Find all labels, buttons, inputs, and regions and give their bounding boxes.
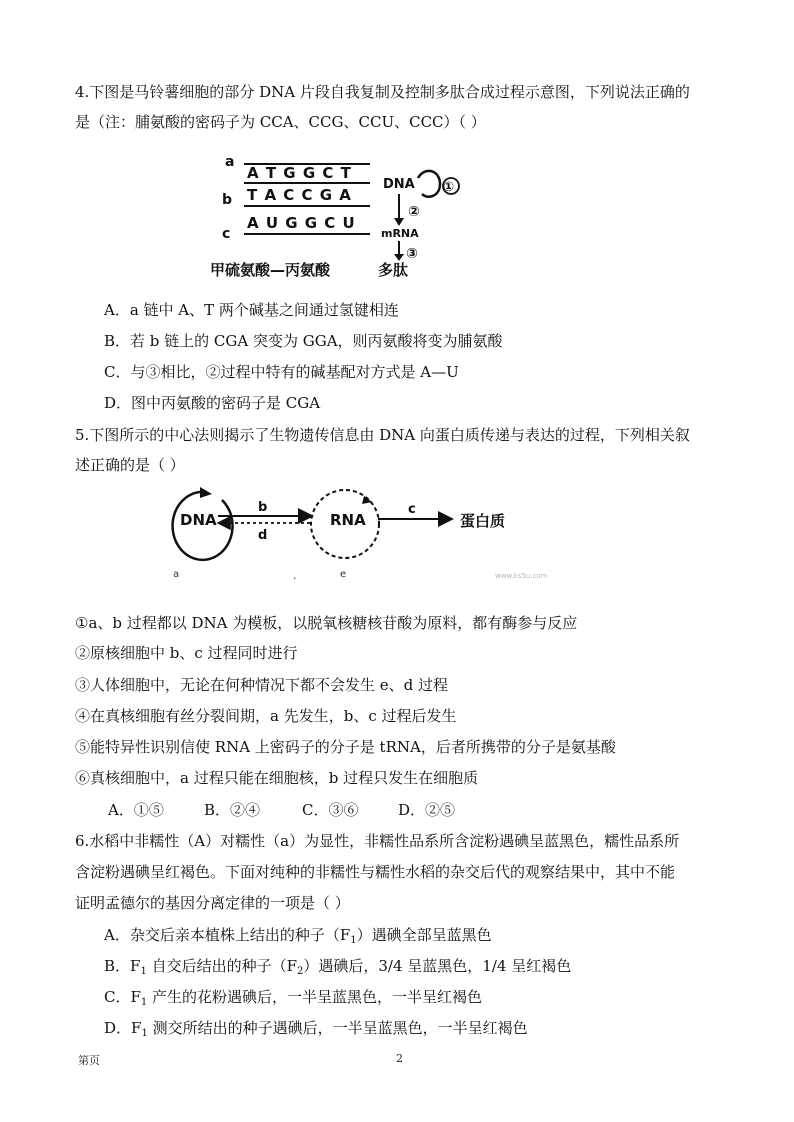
q4-strand-c: A U G G C U bbox=[247, 214, 356, 232]
q4-option-b: B．若 b 链上的 CGA 突变为 GGA，则丙氨酸将变为脯氨酸 bbox=[104, 332, 503, 350]
q5-option-a: A．①⑤ bbox=[108, 801, 164, 819]
q4-strand-a: A T G G C T bbox=[247, 164, 352, 182]
q6-option-d: D．$F_1$ 测交所结出的种子遇碘后，一半呈蓝黑色，一半呈红褐色 bbox=[104, 1019, 528, 1039]
q4-label-b: b bbox=[222, 192, 233, 208]
q6-stem-line1: 6.水稻中非糯性（A）对糯性（a）为显性，非糯性品系所含淀粉遇碘呈蓝黑色，糯性品系所 bbox=[75, 832, 680, 850]
q5-stem-line2: 述正确的是（ ） bbox=[75, 456, 185, 474]
q5-label-b: b bbox=[258, 500, 268, 515]
q4-amino-chain: 甲硫氨酸—丙氨酸 bbox=[210, 261, 331, 279]
q4-label-dna: DNA bbox=[383, 177, 415, 192]
q4-label-a: a bbox=[225, 154, 235, 170]
q5-statement-5: ⑤能特异性识别信使 RNA 上密码子的分子是 tRNA，后者所携带的分子是氨基酸 bbox=[75, 738, 616, 756]
q4-strand-b: T A C C G A bbox=[247, 186, 352, 204]
q6-option-a: A．杂交后亲本植株上结出的种子$(F_1)$遇碘全部呈蓝黑色 bbox=[104, 926, 492, 946]
q5-label-d: d bbox=[258, 528, 268, 543]
q4-option-d: D．图中丙氨酸的密码子是 CGA bbox=[104, 394, 321, 412]
q5-option-d: D．②⑤ bbox=[398, 801, 456, 819]
q4-option-a: A．a 链中 A、T 两个碱基之间通过氢键相连 bbox=[104, 301, 399, 319]
q5-label-c: c bbox=[408, 502, 416, 517]
q5-label-e: e bbox=[340, 569, 347, 580]
q4-label-mrna: mRNA bbox=[381, 227, 419, 240]
q5-statement-4: ④在真核细胞有丝分裂间期，a 先发生，b、c 过程后发生 bbox=[75, 707, 457, 725]
q4-stem-line2: 是（注：脯氨酸的密码子为 CCA、CCG、CCU、CCC）（ ） bbox=[75, 113, 486, 131]
q4-step3: ③ bbox=[406, 246, 418, 262]
q4-label-c: c bbox=[222, 226, 231, 242]
q5-watermark: www.ks5u.com bbox=[495, 572, 548, 580]
q4-option-c: C．与③相比，②过程中特有的碱基配对方式是 A—U bbox=[104, 363, 459, 381]
q5-protein: 蛋白质 bbox=[460, 512, 506, 530]
q5-statement-6: ⑥真核细胞中，a 过程只能在细胞核，b 过程只发生在细胞质 bbox=[75, 769, 479, 787]
q4-step2: ② bbox=[408, 204, 420, 220]
footer-left: 第页 bbox=[78, 1054, 100, 1067]
q4-stem-line1: 4.下图是马铃薯细胞的部分 DNA 片段自我复制及控制多肽合成过程示意图，下列说法正确的 bbox=[75, 83, 690, 101]
q6-option-c: C．$F_1$ 产生的花粉遇碘后，一半呈蓝黑色，一半呈红褐色 bbox=[104, 988, 483, 1008]
q6-stem-line3: 证明孟德尔的基因分离定律的一项是（ ） bbox=[75, 894, 350, 912]
q5-option-c: C．③⑥ bbox=[302, 801, 359, 819]
q5-statement-3: ③人体细胞中，无论在何种情况下都不会发生 e、d 过程 bbox=[75, 676, 449, 694]
q4-step1: ① bbox=[443, 180, 455, 195]
q5-rna: RNA bbox=[330, 511, 366, 529]
q5-stem-line1: 5.下图所示的中心法则揭示了生物遗传信息由 DNA 向蛋白质传递与表达的过程，下列相关叙 bbox=[75, 426, 690, 444]
page-number: 2 bbox=[396, 1052, 403, 1065]
q5-central-dogma-diagram bbox=[150, 482, 580, 587]
q5-label-a: a bbox=[173, 569, 180, 580]
q5-option-b: B．②④ bbox=[204, 801, 261, 819]
q4-peptide: 多肽 bbox=[378, 261, 409, 279]
q4-dna-diagram bbox=[200, 148, 470, 283]
q5-statement-1: ①a、b 过程都以 DNA 为模板，以脱氧核糖核苷酸为原料，都有酶参与反应 bbox=[75, 614, 578, 632]
q5-statement-2: ②原核细胞中 b、c 过程同时进行 bbox=[75, 644, 298, 662]
q5-dna: DNA bbox=[180, 511, 217, 529]
q5-dot: . bbox=[293, 569, 297, 582]
q6-option-b: B．$F_1$ 自交后结出的种子$(F_2)$遇碘后，3/4 呈蓝黑色，1/4 呈红褐色 bbox=[104, 957, 572, 977]
q6-stem-line2: 含淀粉遇碘呈红褐色。下面对纯种的非糯性与糯性水稻的杂交后代的观察结果中，其中不能 bbox=[75, 863, 676, 881]
